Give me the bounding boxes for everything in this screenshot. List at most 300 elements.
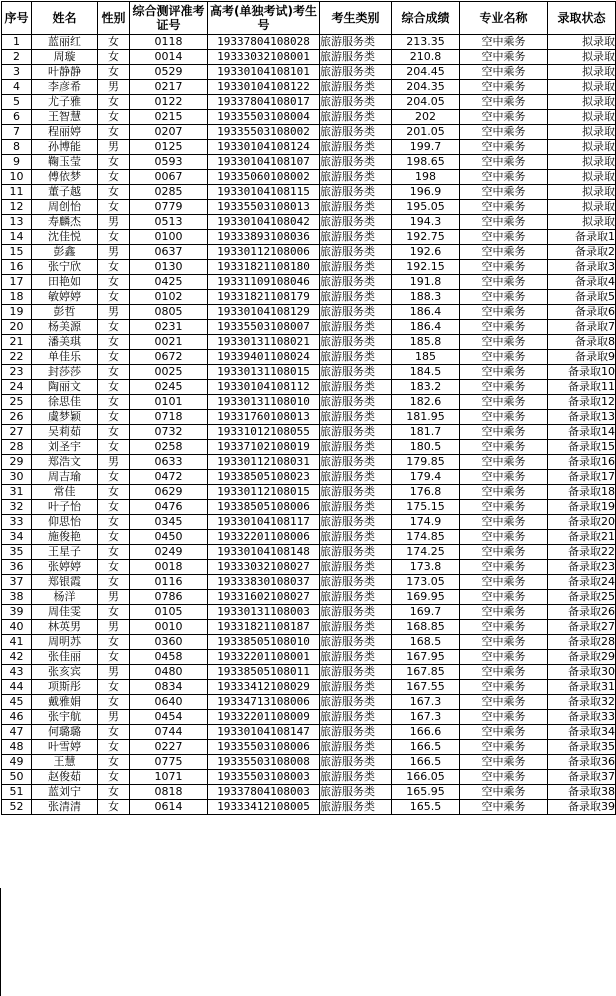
cell-exam-id: 19330104108112 xyxy=(208,380,320,395)
cell-major: 空中乘务 xyxy=(460,335,548,350)
table-row xyxy=(2,395,616,410)
cell-exam-id: 19333412108005 xyxy=(208,800,320,815)
cell-assessment-id: 0637 xyxy=(130,245,208,260)
cell-status: 备录取23 xyxy=(548,560,616,575)
cell-gender: 男 xyxy=(98,710,130,725)
table-row xyxy=(2,290,616,305)
cell-score: 191.8 xyxy=(392,275,460,290)
cell-name: 敏婷婷 xyxy=(32,290,98,305)
cell-assessment-id: 0360 xyxy=(130,635,208,650)
table-row xyxy=(2,320,616,335)
cell-gender: 女 xyxy=(98,425,130,440)
table-row xyxy=(2,305,616,320)
cell-status: 备录取32 xyxy=(548,695,616,710)
cell-name: 郑银霞 xyxy=(32,575,98,590)
table-row xyxy=(2,680,616,695)
cell-seq: 33 xyxy=(2,515,32,530)
cell-category: 旅游服务类 xyxy=(320,140,392,155)
cell-exam-id: 19338505108023 xyxy=(208,470,320,485)
cell-category: 旅游服务类 xyxy=(320,680,392,695)
cell-category: 旅游服务类 xyxy=(320,395,392,410)
header-gender: 性别 xyxy=(98,2,130,35)
cell-status: 备录取29 xyxy=(548,650,616,665)
cell-score: 174.25 xyxy=(392,545,460,560)
table-row xyxy=(2,605,616,620)
cell-name: 董子越 xyxy=(32,185,98,200)
cell-assessment-id: 0633 xyxy=(130,455,208,470)
cell-major: 空中乘务 xyxy=(460,320,548,335)
cell-major: 空中乘务 xyxy=(460,245,548,260)
cell-seq: 34 xyxy=(2,530,32,545)
cell-name: 陶丽文 xyxy=(32,380,98,395)
table-row xyxy=(2,245,616,260)
cell-assessment-id: 0101 xyxy=(130,395,208,410)
cell-major: 空中乘务 xyxy=(460,380,548,395)
cell-name: 张清清 xyxy=(32,800,98,815)
cell-name: 傅依梦 xyxy=(32,170,98,185)
cell-category: 旅游服务类 xyxy=(320,635,392,650)
cell-exam-id: 19333412108029 xyxy=(208,680,320,695)
cell-score: 204.05 xyxy=(392,95,460,110)
cell-seq: 2 xyxy=(2,50,32,65)
cell-assessment-id: 0345 xyxy=(130,515,208,530)
cell-score: 185.8 xyxy=(392,335,460,350)
cell-score: 186.4 xyxy=(392,305,460,320)
cell-exam-id: 19333032108027 xyxy=(208,560,320,575)
cell-status: 备录取37 xyxy=(548,770,616,785)
cell-exam-id: 19338505108011 xyxy=(208,665,320,680)
cell-major: 空中乘务 xyxy=(460,650,548,665)
cell-exam-id: 19333032108001 xyxy=(208,50,320,65)
cell-gender: 男 xyxy=(98,80,130,95)
cell-major: 空中乘务 xyxy=(460,500,548,515)
cell-exam-id: 19330104108124 xyxy=(208,140,320,155)
cell-category: 旅游服务类 xyxy=(320,770,392,785)
cell-seq: 3 xyxy=(2,65,32,80)
cell-seq: 9 xyxy=(2,155,32,170)
cell-gender: 女 xyxy=(98,320,130,335)
cell-major: 空中乘务 xyxy=(460,395,548,410)
cell-status: 拟录取 xyxy=(548,80,616,95)
cell-name: 杨洋 xyxy=(32,590,98,605)
table-row xyxy=(2,125,616,140)
cell-score: 198 xyxy=(392,170,460,185)
cell-name: 张婷婷 xyxy=(32,560,98,575)
cell-score: 185 xyxy=(392,350,460,365)
cell-exam-id: 19335503108006 xyxy=(208,740,320,755)
table-row xyxy=(2,110,616,125)
cell-gender: 女 xyxy=(98,440,130,455)
cell-gender: 女 xyxy=(98,380,130,395)
cell-status: 备录取12 xyxy=(548,395,616,410)
table-row xyxy=(2,260,616,275)
cell-category: 旅游服务类 xyxy=(320,665,392,680)
table-row xyxy=(2,710,616,725)
table-row xyxy=(2,650,616,665)
cell-category: 旅游服务类 xyxy=(320,410,392,425)
cell-gender: 女 xyxy=(98,485,130,500)
cell-seq: 29 xyxy=(2,455,32,470)
cell-category: 旅游服务类 xyxy=(320,800,392,815)
cell-status: 备录取20 xyxy=(548,515,616,530)
cell-category: 旅游服务类 xyxy=(320,185,392,200)
cell-name: 孙博能 xyxy=(32,140,98,155)
cell-status: 备录取4 xyxy=(548,275,616,290)
cell-exam-id: 19335503108007 xyxy=(208,320,320,335)
cell-category: 旅游服务类 xyxy=(320,545,392,560)
cell-category: 旅游服务类 xyxy=(320,530,392,545)
cell-major: 空中乘务 xyxy=(460,740,548,755)
cell-category: 旅游服务类 xyxy=(320,50,392,65)
cell-assessment-id: 0425 xyxy=(130,275,208,290)
cell-assessment-id: 0834 xyxy=(130,680,208,695)
cell-seq: 25 xyxy=(2,395,32,410)
cell-seq: 26 xyxy=(2,410,32,425)
cell-exam-id: 19330104108147 xyxy=(208,725,320,740)
table-row xyxy=(2,95,616,110)
cell-score: 167.3 xyxy=(392,695,460,710)
cell-score: 169.95 xyxy=(392,590,460,605)
cell-score: 182.6 xyxy=(392,395,460,410)
cell-status: 备录取27 xyxy=(548,620,616,635)
cell-name: 王星子 xyxy=(32,545,98,560)
cell-score: 168.5 xyxy=(392,635,460,650)
cell-major: 空中乘务 xyxy=(460,590,548,605)
cell-gender: 女 xyxy=(98,725,130,740)
cell-gender: 女 xyxy=(98,200,130,215)
cell-gender: 女 xyxy=(98,185,130,200)
cell-seq: 44 xyxy=(2,680,32,695)
cell-seq: 13 xyxy=(2,215,32,230)
cell-seq: 38 xyxy=(2,590,32,605)
cell-gender: 女 xyxy=(98,230,130,245)
cell-category: 旅游服务类 xyxy=(320,125,392,140)
cell-score: 198.65 xyxy=(392,155,460,170)
cell-name: 刘圣宇 xyxy=(32,440,98,455)
cell-status: 备录取39 xyxy=(548,800,616,815)
cell-assessment-id: 0018 xyxy=(130,560,208,575)
table-row xyxy=(2,635,616,650)
cell-score: 179.85 xyxy=(392,455,460,470)
cell-status: 备录取14 xyxy=(548,425,616,440)
cell-seq: 47 xyxy=(2,725,32,740)
cell-gender: 女 xyxy=(98,650,130,665)
cell-status: 拟录取 xyxy=(548,140,616,155)
table-row xyxy=(2,215,616,230)
table-row xyxy=(2,560,616,575)
cell-major: 空中乘务 xyxy=(460,725,548,740)
cell-exam-id: 19330104108042 xyxy=(208,215,320,230)
cell-exam-id: 19335503108008 xyxy=(208,755,320,770)
cell-assessment-id: 0125 xyxy=(130,140,208,155)
table-row xyxy=(2,485,616,500)
cell-name: 徐思佳 xyxy=(32,395,98,410)
cell-status: 拟录取 xyxy=(548,200,616,215)
left-border-line xyxy=(0,888,1,996)
cell-assessment-id: 0458 xyxy=(130,650,208,665)
cell-assessment-id: 0021 xyxy=(130,335,208,350)
header-major: 专业名称 xyxy=(460,2,548,35)
cell-status: 拟录取 xyxy=(548,50,616,65)
cell-exam-id: 19330131108003 xyxy=(208,605,320,620)
cell-category: 旅游服务类 xyxy=(320,275,392,290)
cell-major: 空中乘务 xyxy=(460,605,548,620)
cell-exam-id: 19338505108010 xyxy=(208,635,320,650)
cell-assessment-id: 0450 xyxy=(130,530,208,545)
cell-seq: 50 xyxy=(2,770,32,785)
cell-name: 鞠玉莹 xyxy=(32,155,98,170)
cell-name: 李彦希 xyxy=(32,80,98,95)
table-row xyxy=(2,770,616,785)
cell-major: 空中乘务 xyxy=(460,215,548,230)
cell-status: 备录取5 xyxy=(548,290,616,305)
cell-gender: 女 xyxy=(98,515,130,530)
cell-exam-id: 19331760108013 xyxy=(208,410,320,425)
table-row xyxy=(2,725,616,740)
cell-seq: 51 xyxy=(2,785,32,800)
cell-score: 184.5 xyxy=(392,365,460,380)
cell-assessment-id: 0732 xyxy=(130,425,208,440)
cell-assessment-id: 0258 xyxy=(130,440,208,455)
cell-exam-id: 19335503108003 xyxy=(208,770,320,785)
cell-major: 空中乘务 xyxy=(460,140,548,155)
cell-gender: 男 xyxy=(98,590,130,605)
cell-status: 备录取15 xyxy=(548,440,616,455)
cell-seq: 19 xyxy=(2,305,32,320)
cell-score: 166.6 xyxy=(392,725,460,740)
cell-name: 张佳丽 xyxy=(32,650,98,665)
cell-assessment-id: 1071 xyxy=(130,770,208,785)
cell-exam-id: 19333893108036 xyxy=(208,230,320,245)
table-row xyxy=(2,440,616,455)
cell-seq: 5 xyxy=(2,95,32,110)
cell-seq: 37 xyxy=(2,575,32,590)
cell-assessment-id: 0067 xyxy=(130,170,208,185)
cell-gender: 女 xyxy=(98,530,130,545)
cell-score: 192.15 xyxy=(392,260,460,275)
cell-seq: 31 xyxy=(2,485,32,500)
cell-assessment-id: 0476 xyxy=(130,500,208,515)
cell-gender: 女 xyxy=(98,260,130,275)
cell-category: 旅游服务类 xyxy=(320,35,392,50)
cell-major: 空中乘务 xyxy=(460,80,548,95)
cell-name: 沈佳悦 xyxy=(32,230,98,245)
table-row xyxy=(2,425,616,440)
cell-major: 空中乘务 xyxy=(460,290,548,305)
cell-name: 周创怡 xyxy=(32,200,98,215)
cell-gender: 女 xyxy=(98,335,130,350)
cell-name: 王慧 xyxy=(32,755,98,770)
cell-score: 181.7 xyxy=(392,425,460,440)
cell-status: 备录取9 xyxy=(548,350,616,365)
cell-seq: 27 xyxy=(2,425,32,440)
cell-major: 空中乘务 xyxy=(460,155,548,170)
cell-assessment-id: 0285 xyxy=(130,185,208,200)
cell-status: 备录取3 xyxy=(548,260,616,275)
cell-assessment-id: 0100 xyxy=(130,230,208,245)
cell-exam-id: 19331821108179 xyxy=(208,290,320,305)
cell-status: 拟录取 xyxy=(548,110,616,125)
cell-name: 张宁欣 xyxy=(32,260,98,275)
cell-name: 虞梦颖 xyxy=(32,410,98,425)
cell-status: 备录取11 xyxy=(548,380,616,395)
cell-category: 旅游服务类 xyxy=(320,200,392,215)
cell-assessment-id: 0130 xyxy=(130,260,208,275)
cell-category: 旅游服务类 xyxy=(320,65,392,80)
cell-exam-id: 19337102108019 xyxy=(208,440,320,455)
cell-assessment-id: 0640 xyxy=(130,695,208,710)
cell-exam-id: 19330104108117 xyxy=(208,515,320,530)
cell-major: 空中乘务 xyxy=(460,530,548,545)
cell-score: 204.45 xyxy=(392,65,460,80)
cell-status: 备录取1 xyxy=(548,230,616,245)
cell-name: 张宇航 xyxy=(32,710,98,725)
cell-category: 旅游服务类 xyxy=(320,500,392,515)
cell-major: 空中乘务 xyxy=(460,410,548,425)
cell-gender: 女 xyxy=(98,545,130,560)
cell-major: 空中乘务 xyxy=(460,545,548,560)
cell-assessment-id: 0480 xyxy=(130,665,208,680)
header-exam-id: 高考(单独考试)考生号 xyxy=(208,2,320,35)
cell-seq: 28 xyxy=(2,440,32,455)
cell-score: 173.05 xyxy=(392,575,460,590)
cell-assessment-id: 0513 xyxy=(130,215,208,230)
cell-category: 旅游服务类 xyxy=(320,590,392,605)
cell-name: 杨美源 xyxy=(32,320,98,335)
cell-gender: 女 xyxy=(98,65,130,80)
cell-name: 项斯彤 xyxy=(32,680,98,695)
table-row xyxy=(2,350,616,365)
cell-status: 拟录取 xyxy=(548,125,616,140)
cell-gender: 女 xyxy=(98,470,130,485)
cell-seq: 20 xyxy=(2,320,32,335)
cell-seq: 35 xyxy=(2,545,32,560)
cell-assessment-id: 0010 xyxy=(130,620,208,635)
table-row xyxy=(2,365,616,380)
table-row xyxy=(2,545,616,560)
cell-gender: 女 xyxy=(98,365,130,380)
cell-status: 拟录取 xyxy=(548,65,616,80)
cell-score: 169.7 xyxy=(392,605,460,620)
cell-assessment-id: 0818 xyxy=(130,785,208,800)
cell-gender: 女 xyxy=(98,50,130,65)
cell-name: 林英男 xyxy=(32,620,98,635)
cell-status: 备录取8 xyxy=(548,335,616,350)
cell-category: 旅游服务类 xyxy=(320,425,392,440)
cell-score: 204.35 xyxy=(392,80,460,95)
cell-seq: 48 xyxy=(2,740,32,755)
cell-seq: 7 xyxy=(2,125,32,140)
cell-seq: 24 xyxy=(2,380,32,395)
cell-exam-id: 19330112108006 xyxy=(208,245,320,260)
cell-exam-id: 19331602108027 xyxy=(208,590,320,605)
cell-name: 常佳 xyxy=(32,485,98,500)
cell-seq: 32 xyxy=(2,500,32,515)
cell-score: 196.9 xyxy=(392,185,460,200)
cell-name: 周吉瑜 xyxy=(32,470,98,485)
cell-exam-id: 19333830108037 xyxy=(208,575,320,590)
cell-major: 空中乘务 xyxy=(460,440,548,455)
cell-assessment-id: 0529 xyxy=(130,65,208,80)
cell-category: 旅游服务类 xyxy=(320,215,392,230)
cell-exam-id: 19335060108002 xyxy=(208,170,320,185)
cell-score: 167.95 xyxy=(392,650,460,665)
cell-score: 195.05 xyxy=(392,200,460,215)
cell-status: 备录取30 xyxy=(548,665,616,680)
cell-category: 旅游服务类 xyxy=(320,485,392,500)
cell-gender: 男 xyxy=(98,665,130,680)
cell-assessment-id: 0217 xyxy=(130,80,208,95)
cell-category: 旅游服务类 xyxy=(320,335,392,350)
cell-gender: 女 xyxy=(98,500,130,515)
cell-exam-id: 19332201108009 xyxy=(208,710,320,725)
cell-gender: 男 xyxy=(98,455,130,470)
cell-major: 空中乘务 xyxy=(460,770,548,785)
cell-exam-id: 19339401108024 xyxy=(208,350,320,365)
cell-category: 旅游服务类 xyxy=(320,95,392,110)
cell-gender: 男 xyxy=(98,140,130,155)
cell-score: 174.9 xyxy=(392,515,460,530)
cell-gender: 女 xyxy=(98,155,130,170)
cell-assessment-id: 0744 xyxy=(130,725,208,740)
cell-score: 166.5 xyxy=(392,740,460,755)
cell-seq: 41 xyxy=(2,635,32,650)
cell-gender: 女 xyxy=(98,395,130,410)
cell-exam-id: 19331821108187 xyxy=(208,620,320,635)
cell-name: 王智慧 xyxy=(32,110,98,125)
cell-status: 备录取26 xyxy=(548,605,616,620)
cell-score: 167.85 xyxy=(392,665,460,680)
cell-major: 空中乘务 xyxy=(460,680,548,695)
cell-score: 180.5 xyxy=(392,440,460,455)
cell-score: 192.6 xyxy=(392,245,460,260)
cell-name: 叶雪婷 xyxy=(32,740,98,755)
cell-seq: 45 xyxy=(2,695,32,710)
cell-gender: 女 xyxy=(98,350,130,365)
cell-gender: 女 xyxy=(98,125,130,140)
cell-assessment-id: 0118 xyxy=(130,35,208,50)
cell-exam-id: 19332201108006 xyxy=(208,530,320,545)
cell-assessment-id: 0245 xyxy=(130,380,208,395)
cell-category: 旅游服务类 xyxy=(320,740,392,755)
cell-exam-id: 19334713108006 xyxy=(208,695,320,710)
cell-major: 空中乘务 xyxy=(460,425,548,440)
cell-name: 蓝刘宁 xyxy=(32,785,98,800)
header-score: 综合成绩 xyxy=(392,2,460,35)
cell-major: 空中乘务 xyxy=(460,515,548,530)
cell-name: 周佳雯 xyxy=(32,605,98,620)
table-row xyxy=(2,590,616,605)
cell-gender: 女 xyxy=(98,170,130,185)
table-row xyxy=(2,695,616,710)
cell-seq: 30 xyxy=(2,470,32,485)
cell-gender: 女 xyxy=(98,35,130,50)
cell-gender: 女 xyxy=(98,770,130,785)
cell-assessment-id: 0025 xyxy=(130,365,208,380)
cell-exam-id: 19331012108055 xyxy=(208,425,320,440)
cell-assessment-id: 0779 xyxy=(130,200,208,215)
cell-score: 213.35 xyxy=(392,35,460,50)
table-row xyxy=(2,80,616,95)
cell-category: 旅游服务类 xyxy=(320,440,392,455)
cell-seq: 36 xyxy=(2,560,32,575)
cell-gender: 女 xyxy=(98,695,130,710)
cell-major: 空中乘务 xyxy=(460,95,548,110)
cell-status: 备录取13 xyxy=(548,410,616,425)
cell-seq: 22 xyxy=(2,350,32,365)
cell-assessment-id: 0215 xyxy=(130,110,208,125)
cell-name: 程丽婷 xyxy=(32,125,98,140)
